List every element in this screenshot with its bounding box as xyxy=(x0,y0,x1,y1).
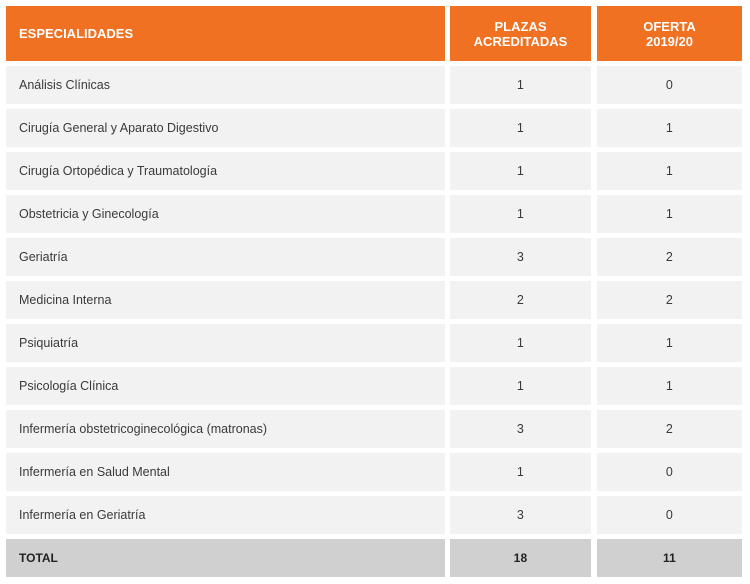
header-plazas-acreditadas xyxy=(450,6,591,61)
row-oferta-value: 1 xyxy=(597,324,742,362)
table-row xyxy=(6,238,742,276)
row-oferta-value: 1 xyxy=(597,367,742,405)
row-plazas-value: 1 xyxy=(450,195,591,233)
row-plazas-value: 3 xyxy=(450,410,591,448)
row-specialty-name: Psiquiatría xyxy=(6,324,445,362)
row-specialty-name: Cirugía Ortopédica y Traumatología xyxy=(6,152,445,190)
row-oferta-value: 1 xyxy=(597,195,742,233)
table-row xyxy=(6,496,742,534)
row-specialty-name: Obstetricia y Ginecología xyxy=(6,195,445,233)
header-oferta xyxy=(597,6,742,61)
row-plazas-value: 1 xyxy=(450,324,591,362)
header-plazas-line1: PLAZAS xyxy=(494,18,547,34)
row-oferta-value: 1 xyxy=(597,152,742,190)
row-specialty-name: Infermería en Salud Mental xyxy=(6,453,445,491)
row-specialty-name: Infermería en Geriatría xyxy=(6,496,445,534)
header-oferta-line2: 2019/20 xyxy=(645,33,693,49)
header-especialidades: ESPECIALIDADES xyxy=(6,6,445,61)
row-specialty-name: Psicología Clínica xyxy=(6,367,445,405)
row-oferta-value: 0 xyxy=(597,496,742,534)
row-specialty-name: Cirugía General y Aparato Digestivo xyxy=(6,109,445,147)
table-header-row xyxy=(6,6,742,61)
row-specialty-name: Análisis Clínicas xyxy=(6,66,445,104)
row-plazas-value: 1 xyxy=(450,453,591,491)
row-specialty-name: Geriatría xyxy=(6,238,445,276)
table-row xyxy=(6,195,742,233)
row-oferta-value: 0 xyxy=(597,453,742,491)
total-label: TOTAL xyxy=(6,539,445,577)
table-row xyxy=(6,324,742,362)
row-plazas-value: 1 xyxy=(450,66,591,104)
table-row xyxy=(6,109,742,147)
row-plazas-value: 2 xyxy=(450,281,591,319)
row-plazas-value: 1 xyxy=(450,152,591,190)
total-oferta-value: 11 xyxy=(597,539,742,577)
row-plazas-value: 3 xyxy=(450,238,591,276)
table-total-row xyxy=(6,539,742,577)
specialties-table xyxy=(6,6,742,577)
total-plazas-value: 18 xyxy=(450,539,591,577)
table-row xyxy=(6,281,742,319)
table-row xyxy=(6,410,742,448)
row-oferta-value: 2 xyxy=(597,410,742,448)
row-plazas-value: 3 xyxy=(450,496,591,534)
row-plazas-value: 1 xyxy=(450,367,591,405)
row-specialty-name: Medicina Interna xyxy=(6,281,445,319)
table-row xyxy=(6,453,742,491)
row-specialty-name: Infermería obstetricoginecológica (matronas) xyxy=(6,410,445,448)
row-oferta-value: 1 xyxy=(597,109,742,147)
row-plazas-value: 1 xyxy=(450,109,591,147)
row-oferta-value: 2 xyxy=(597,238,742,276)
header-plazas-line2: ACREDITADAS xyxy=(473,33,568,49)
table-row xyxy=(6,152,742,190)
row-oferta-value: 2 xyxy=(597,281,742,319)
row-oferta-value: 0 xyxy=(597,66,742,104)
header-oferta-line1: OFERTA xyxy=(643,18,696,34)
table-row xyxy=(6,66,742,104)
table-row xyxy=(6,367,742,405)
